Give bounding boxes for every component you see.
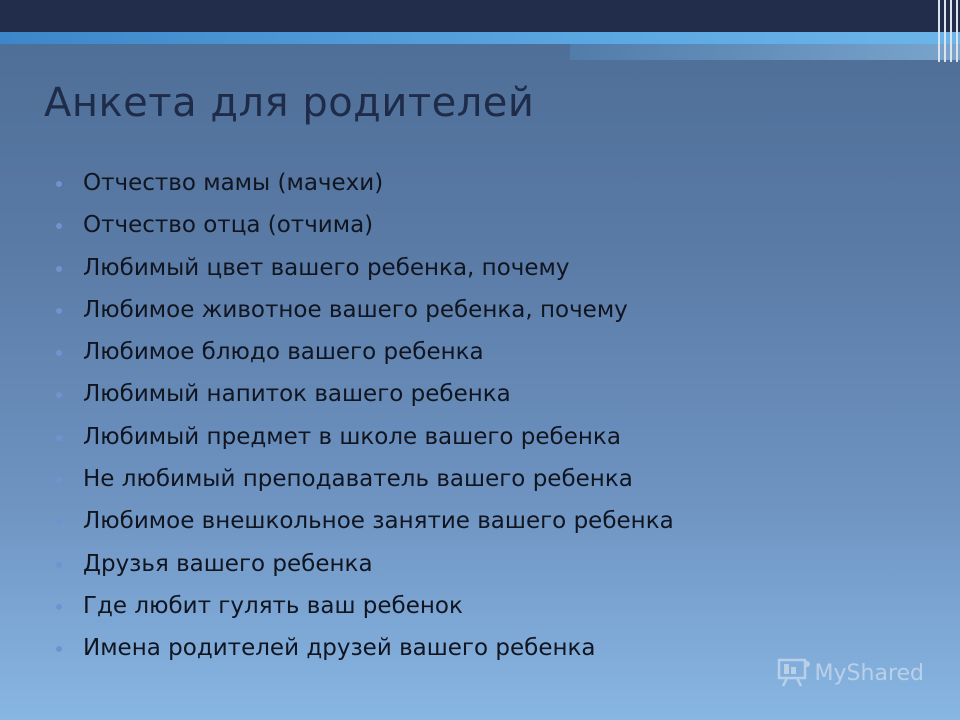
list-item-text: Не любимый преподаватель вашего ребенка: [83, 466, 633, 493]
list-item: [56, 585, 674, 627]
header-accent-stripe: [0, 32, 960, 44]
list-item-text: Любимый напиток вашего ребенка: [83, 381, 511, 408]
bullet-dot-icon: [56, 435, 62, 441]
bullet-dot-icon: [56, 350, 62, 356]
watermark-text: MyShared: [814, 660, 924, 686]
list-item: [56, 627, 674, 669]
list-item: [56, 416, 674, 458]
bullet-dot-icon: [56, 181, 62, 187]
corner-decoration: [932, 0, 960, 62]
list-item: [56, 331, 674, 373]
bullet-dot-icon: [56, 223, 62, 229]
list-item-text: Отчество отца (отчима): [83, 212, 374, 239]
list-item: [56, 500, 674, 542]
header-bar: [0, 0, 960, 32]
slide-title: Анкета для родителей: [44, 80, 535, 126]
list-item: [56, 247, 674, 289]
list-item-text: Любимый цвет вашего ребенка, почему: [83, 254, 570, 281]
list-item-text: Любимое внешкольное занятие вашего ребенка: [83, 508, 674, 535]
list-item-text: Имена родителей друзей вашего ребенка: [83, 635, 596, 662]
list-item: [56, 162, 674, 204]
bullet-dot-icon: [56, 308, 62, 314]
watermark-logo: [777, 658, 924, 688]
bullet-dot-icon: [56, 266, 62, 272]
list-item: [56, 289, 674, 331]
header-accent-stripe-secondary: [570, 44, 960, 60]
bullet-list: [56, 162, 674, 670]
presentation-board-icon: [777, 658, 811, 688]
list-item-text: Отчество мамы (мачехи): [83, 170, 384, 196]
bullet-dot-icon: [56, 519, 62, 525]
list-item-text: Любимое животное вашего ребенка, почему: [83, 296, 628, 323]
bullet-dot-icon: [56, 604, 62, 610]
bullet-dot-icon: [56, 562, 62, 568]
list-item-text: Любимое блюдо вашего ребенка: [83, 339, 484, 366]
list-item: [56, 204, 674, 246]
bullet-dot-icon: [56, 392, 62, 398]
bullet-dot-icon: [56, 646, 62, 652]
list-item-text: Любимый предмет в школе вашего ребенка: [83, 423, 621, 450]
list-item: [56, 458, 674, 500]
list-item-text: Друзья вашего ребенка: [83, 550, 373, 577]
list-item: [56, 543, 674, 585]
list-item: [56, 373, 674, 415]
bullet-dot-icon: [56, 477, 62, 483]
list-item-text: Где любит гулять ваш ребенок: [83, 592, 463, 619]
